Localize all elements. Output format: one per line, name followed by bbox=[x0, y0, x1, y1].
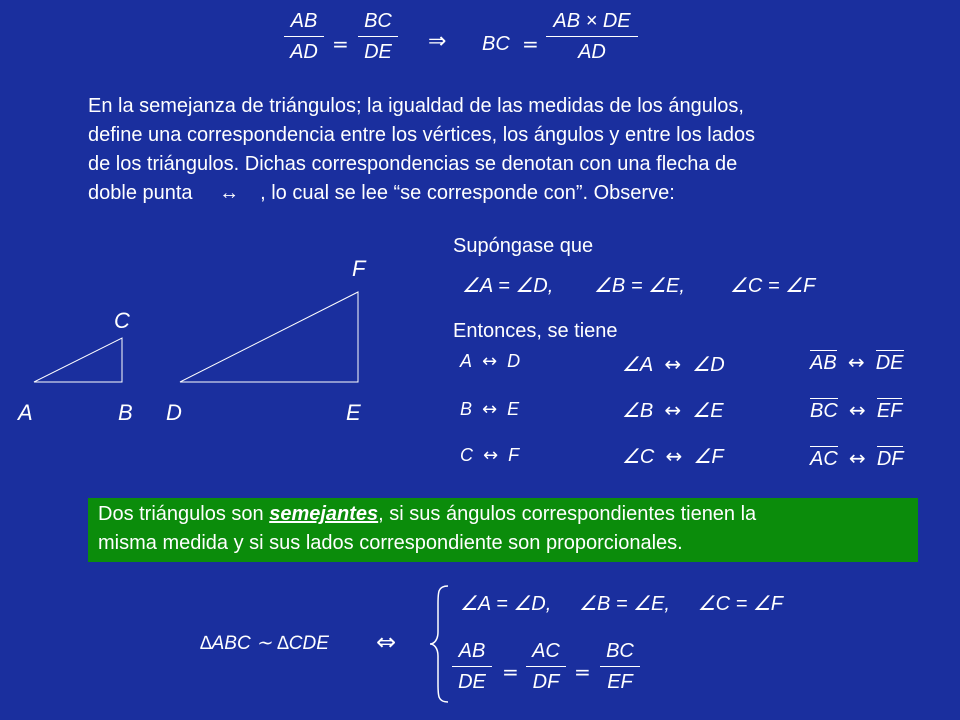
double-arrow-icon: ↔ bbox=[847, 350, 865, 374]
suppose-title: Supóngase que bbox=[453, 235, 594, 257]
similarity-statement: ∆ABC ∼ ∆CDE bbox=[200, 633, 329, 654]
numerator: BC bbox=[364, 10, 392, 32]
double-arrow-icon: ↔ bbox=[483, 445, 499, 466]
double-arrow-icon: ↔ bbox=[219, 182, 240, 204]
vertex-label-a: A bbox=[18, 400, 33, 425]
denominator: DE bbox=[458, 671, 486, 693]
denominator: AD bbox=[578, 41, 606, 63]
angle-correspondence-3: ∠C ↔ ∠F bbox=[622, 444, 724, 468]
fraction-ab-de bbox=[452, 640, 492, 693]
angle-equality-3: ∠C = ∠F bbox=[730, 275, 816, 297]
side-correspondence-3 bbox=[810, 446, 903, 469]
implies-arrow: ⇒ bbox=[428, 29, 447, 54]
numerator: AB bbox=[290, 10, 318, 32]
vertex-correspondence-1: A ↔ D bbox=[460, 351, 521, 372]
double-arrow-icon: ↔ bbox=[848, 398, 866, 422]
angle-equality-2: ∠B = ∠E, bbox=[594, 275, 685, 297]
angle-correspondence-2: ∠B ↔ ∠E bbox=[622, 398, 724, 422]
iff-arrow: ⇔ bbox=[376, 628, 397, 656]
vertex-correspondence-2: B ↔ E bbox=[460, 399, 520, 420]
denominator: DF bbox=[532, 671, 560, 693]
side-correspondence-2 bbox=[810, 398, 902, 421]
angle-equality-1: ∠A = ∠D, bbox=[462, 275, 554, 297]
vertex-label-f: F bbox=[352, 256, 366, 281]
paragraph-line: En la semejanza de triángulos; la igualdad de las medidas de los ángulos, bbox=[88, 95, 744, 117]
equals-sign: = bbox=[574, 660, 591, 684]
denominator: AD bbox=[290, 41, 318, 63]
paragraph-line: define una correspondencia entre los vértices, los ángulos y entre los lados bbox=[88, 124, 756, 146]
vertex-correspondence-3: C ↔ F bbox=[460, 445, 520, 466]
segment-label: AC bbox=[810, 448, 838, 470]
double-arrow-icon: ↔ bbox=[665, 444, 683, 468]
segment-label: BC bbox=[810, 400, 838, 422]
left-brace bbox=[428, 584, 452, 704]
numerator: BC bbox=[606, 640, 634, 662]
emphasized-term: semejantes bbox=[269, 503, 379, 525]
equals-sign: = bbox=[332, 32, 349, 56]
double-arrow-icon: ↔ bbox=[664, 352, 682, 376]
numerator: AB × DE bbox=[553, 10, 631, 32]
double-arrow-icon: ↔ bbox=[482, 399, 498, 420]
double-arrow-icon: ↔ bbox=[664, 398, 682, 422]
denominator: EF bbox=[607, 671, 633, 693]
triangle-abc bbox=[34, 338, 122, 382]
result-lhs: BC bbox=[482, 33, 510, 55]
paragraph-line: de los triángulos. Dichas correspondencias se denotan con una flecha de bbox=[88, 153, 738, 175]
triangle-def bbox=[180, 292, 358, 382]
definition-line-2: misma medida y si sus lados correspondiente son proporcionales. bbox=[98, 532, 683, 554]
segment-label: DF bbox=[876, 448, 904, 470]
equals-sign: = bbox=[502, 660, 519, 684]
double-arrow-icon: ↔ bbox=[482, 351, 498, 372]
definition-box bbox=[88, 498, 918, 562]
vertex-label-c: C bbox=[114, 308, 130, 333]
segment-label: AB bbox=[810, 352, 837, 374]
then-title: Entonces, se tiene bbox=[453, 320, 618, 342]
numerator: AB bbox=[458, 640, 486, 662]
equals-sign: = bbox=[522, 32, 539, 56]
vertex-label-d: D bbox=[166, 400, 182, 425]
segment-label: DE bbox=[875, 352, 904, 374]
denominator: DE bbox=[364, 41, 392, 63]
definition-line-1: Dos triángulos son semejantes, si sus ángulos correspondientes tienen la bbox=[98, 503, 757, 525]
vertex-label-b: B bbox=[118, 400, 133, 425]
angle-equalities: ∠A = ∠D, ∠B = ∠E, ∠C = ∠F bbox=[460, 593, 784, 615]
fraction-bc-ef bbox=[600, 640, 640, 693]
paragraph-text: doble punta bbox=[88, 182, 193, 204]
double-arrow-icon: ↔ bbox=[848, 446, 866, 470]
paragraph-text: , lo cual se lee “se corresponde con”. Observe: bbox=[260, 182, 675, 204]
numerator: AC bbox=[532, 640, 560, 662]
segment-label: EF bbox=[876, 400, 903, 422]
side-correspondence-1 bbox=[810, 350, 904, 373]
vertex-label-e: E bbox=[346, 400, 361, 425]
angle-correspondence-1: ∠A ↔ ∠D bbox=[622, 352, 725, 376]
fraction-ac-df bbox=[526, 640, 566, 693]
